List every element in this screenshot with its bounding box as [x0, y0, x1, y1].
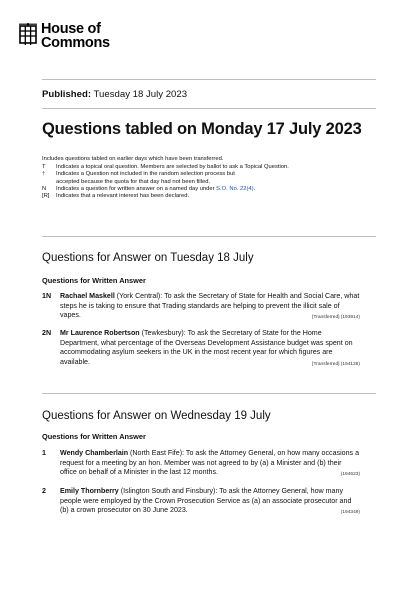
question-body — [60, 292, 360, 323]
intro-text: Includes questions tabled on earlier days which have been transferred. — [42, 156, 224, 162]
question-body — [60, 487, 360, 518]
divider — [42, 108, 376, 109]
question-text: To ask the Secretary of State for the Home Department, what percentage of the Overseas Development Assistance budget was spent on accommodating asylum seekers in the UK in the most recent year for which figures are available. — [60, 329, 353, 367]
key-text: Indicates a topical oral question. Members are selected by ballot to ask a Topical Question. — [56, 164, 289, 171]
standing-order-link[interactable]: S.O. No. 22(4) — [216, 185, 254, 192]
question-reference: [Transferred] (194136) — [312, 362, 360, 368]
page-title: Questions tabled on Monday 17 July 2023 — [42, 120, 362, 138]
question-reference: [Transferred] (193914) — [312, 315, 360, 321]
section-subtitle: Questions for Written Answer — [42, 432, 146, 441]
member-name: Mr Laurence Robertson — [60, 329, 140, 337]
question-number: 1 — [42, 449, 46, 457]
key-row-topical — [42, 164, 362, 171]
key-symbol: [R] — [42, 193, 50, 200]
member-name: Wendy Chamberlain — [60, 449, 129, 457]
section-title-wednesday: Questions for Answer on Wednesday 19 July — [42, 410, 271, 422]
house-of-commons-logo — [18, 22, 110, 50]
key-text-body: Indicates a question for written answer on a named day under — [56, 185, 215, 192]
key-text: Indicates that a relevant interest has been declared. — [56, 193, 190, 200]
portcullis-icon — [18, 23, 38, 47]
question-number: 2N — [42, 329, 52, 337]
question-number: 1N — [42, 292, 52, 300]
logo-line-1: House of — [41, 21, 101, 37]
question-text: To ask the Secretary of State for Health and Social Care, what steps he is taking to ensure that Trading standards are helping to prevent the illicit sale of vapes. — [60, 292, 360, 320]
member-name: Emily Thornberry — [60, 487, 119, 495]
key-symbol: N — [42, 185, 47, 192]
question-text: To ask the Attorney General, on how many occasions a request for a meeting by an hon. Member was not agreed to by (a) a Minister and (b) their office on behalf of a Minister in the last 12 months. — [60, 449, 360, 477]
question-body — [60, 329, 360, 370]
question-reference: (194623) — [340, 472, 360, 478]
section-title-tuesday: Questions for Answer on Tuesday 18 July — [42, 252, 254, 264]
logo-wordmark — [41, 22, 110, 50]
key-text — [56, 186, 255, 193]
key-text: Indicates a Question not included in the random selection process but accepted because the quota for that day had not been filled. — [56, 171, 235, 185]
published-date: Tuesday 18 July 2023 — [93, 89, 188, 100]
member-name: Rachael Maskell — [60, 292, 115, 300]
logo-line-2: Commons — [41, 35, 110, 51]
constituency: (North East Fife): — [130, 449, 185, 457]
published-line — [42, 89, 187, 100]
key-symbol: T — [42, 164, 46, 171]
section-subtitle: Questions for Written Answer — [42, 276, 146, 285]
constituency: (Tewkesbury): — [141, 329, 186, 337]
question-number: 2 — [42, 487, 46, 495]
divider — [42, 79, 376, 80]
published-label: Published: — [42, 89, 92, 100]
key-row-named-day — [42, 186, 362, 193]
key-row-dagger — [42, 171, 362, 185]
question-text: To ask the Attorney General, how many people were employed by the Crown Prosecution Service as (a) an associate prosecutor and (b) a crown prosecutor on 30 June 2023. — [60, 487, 352, 515]
constituency: (York Central): — [116, 292, 163, 300]
intro-block — [42, 156, 362, 200]
key-row-interest — [42, 193, 362, 200]
key-text-suffix: . — [253, 185, 256, 192]
divider — [42, 236, 376, 237]
constituency: (Islington South and Finsbury): — [120, 487, 218, 495]
question-body — [60, 449, 360, 480]
question-reference: (194349) — [340, 510, 360, 516]
divider — [42, 393, 376, 394]
key-symbol: † — [42, 171, 46, 178]
